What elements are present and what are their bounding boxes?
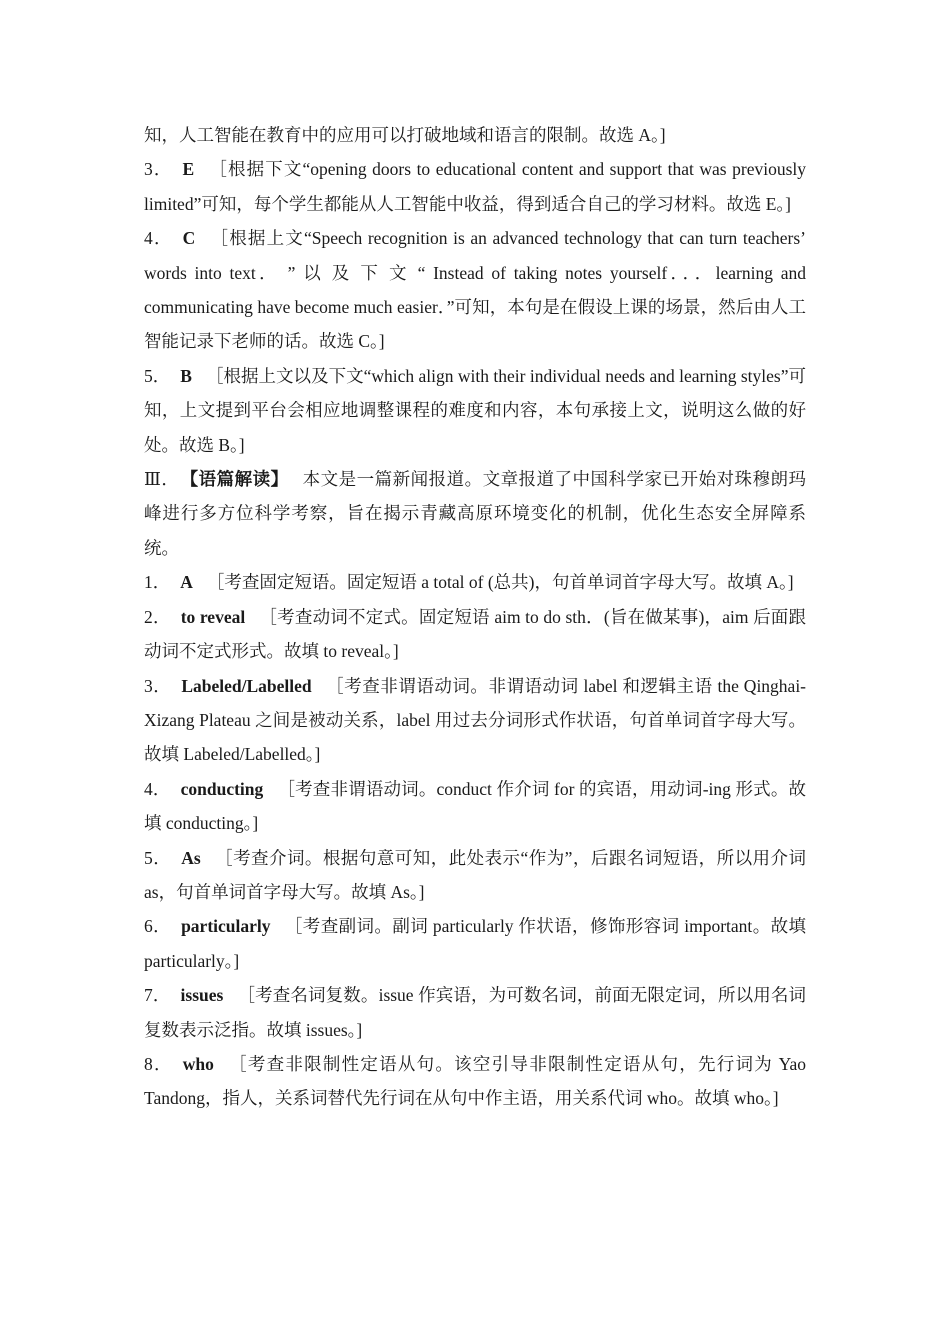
- answer-item: [144, 359, 806, 462]
- item-explanation: ［考查介词。根据句意可知，此处表示“作为”，后跟名词短语，所以用介词 as，句首单词首字母大写。故填 As。]: [144, 847, 806, 902]
- answer-key-page: [144, 118, 806, 1116]
- item-answer: issues: [180, 985, 224, 1006]
- item-explanation: ［根据上文“Speech recognition is an advanced technology that can turn teachers’ words into text． ” 以 及 下 文 “ Instead of taking notes yourself．．．learning and communicating have become much easier．”可知，本句是在假设上课的场景，然后由人工智能记录下老师的话。故选 C。]: [144, 228, 807, 352]
- item-number: 8．: [144, 1053, 173, 1074]
- item-answer: C: [182, 228, 196, 249]
- item-explanation: ［根据下文“opening doors to educational content and support that was previously limited”可知，每个学生都能从人工智能中收益，得到适合自己的学习材料。故选 E。]: [144, 159, 807, 214]
- item-number: 3．: [144, 159, 173, 180]
- item-answer: Labeled/Labelled: [181, 675, 312, 696]
- item-answer: A: [180, 572, 193, 593]
- item-number: 3．: [144, 675, 172, 696]
- item-explanation: ［考查动词不定式。固定短语 aim to do sth．(旨在做某事)，aim 后面跟动词不定式形式。故填 to reveal。]: [144, 606, 807, 662]
- item-number: 5．: [144, 847, 172, 868]
- item-number: 2．: [144, 606, 171, 627]
- item-number: 1．: [144, 572, 171, 593]
- item-number: 4．: [144, 778, 171, 799]
- answer-item: [144, 565, 806, 599]
- answer-item: [144, 600, 806, 669]
- section-summary-text: 本文是一篇新闻报道。文章报道了中国科学家已开始对珠穆朗玛峰进行多方位科学考察，旨在揭示青藏高原环境变化的机制，优化生态安全屏障系统。: [144, 469, 806, 558]
- answer-item: [144, 978, 806, 1047]
- item-explanation: ［根据上文以及下文“which align with their individual needs and learning styles”可知，上文提到平台会相应地调整课程的难度和内容，本句承接上文，说明这么做的好处。故选 B。]: [144, 365, 806, 455]
- item-explanation: ［考查名词复数。issue 作宾语，为可数名词，前面无限定词，所以用名词复数表示泛指。故填 issues。]: [144, 985, 807, 1040]
- answer-item: [144, 909, 806, 978]
- item-answer: E: [182, 159, 195, 180]
- item-answer: who: [182, 1053, 214, 1074]
- item-number: 7．: [144, 985, 171, 1006]
- item-explanation: ［考查固定短语。固定短语 a total of (总共)，句首单词首字母大写。故填 A。]: [206, 572, 794, 593]
- item-explanation: ［考查非谓语动词。非谓语动词 label 和逻辑主语 the Qinghai-Xizang Plateau 之间是被动关系，label 用过去分词形式作状语，句首单词首字母大写。故填 Labeled/Labelled。]: [144, 675, 807, 765]
- item-answer: As: [181, 847, 201, 868]
- answer-item: [144, 221, 806, 359]
- item-number: 4．: [144, 228, 173, 249]
- item-answer: conducting: [180, 778, 264, 799]
- section-number: Ⅲ．: [144, 469, 180, 490]
- item-answer: to reveal: [180, 606, 246, 627]
- paragraph-continuation: [144, 118, 806, 152]
- item-answer: B: [180, 365, 192, 386]
- item-explanation: ［考查副词。副词 particularly 作状语，修饰形容词 important。故填 particularly。]: [144, 916, 807, 971]
- answer-item: [144, 841, 806, 910]
- item-explanation: ［考查非限制性定语从句。该空引导非限制性定语从句，先行词为 Yao Tandong，指人，关系词替代先行词在从句中作主语，用关系代词 who。故填 who。]: [144, 1053, 807, 1109]
- section-reading-summary: [144, 462, 806, 565]
- answer-item: [144, 1047, 806, 1116]
- item-number: 6．: [144, 916, 172, 937]
- answer-item: [144, 152, 806, 221]
- item-explanation: ［考查非谓语动词。conduct 作介词 for 的宾语，用动词-ing 形式。故填 conducting。]: [144, 778, 806, 834]
- answer-item: [144, 772, 806, 841]
- item-answer: particularly: [181, 916, 271, 937]
- paragraph-text: 知，人工智能在教育中的应用可以打破地域和语言的限制。故选 A。]: [144, 125, 666, 145]
- answer-item: [144, 669, 806, 772]
- item-number: 5．: [144, 365, 171, 386]
- section-heading: 【语篇解读】: [189, 469, 289, 490]
